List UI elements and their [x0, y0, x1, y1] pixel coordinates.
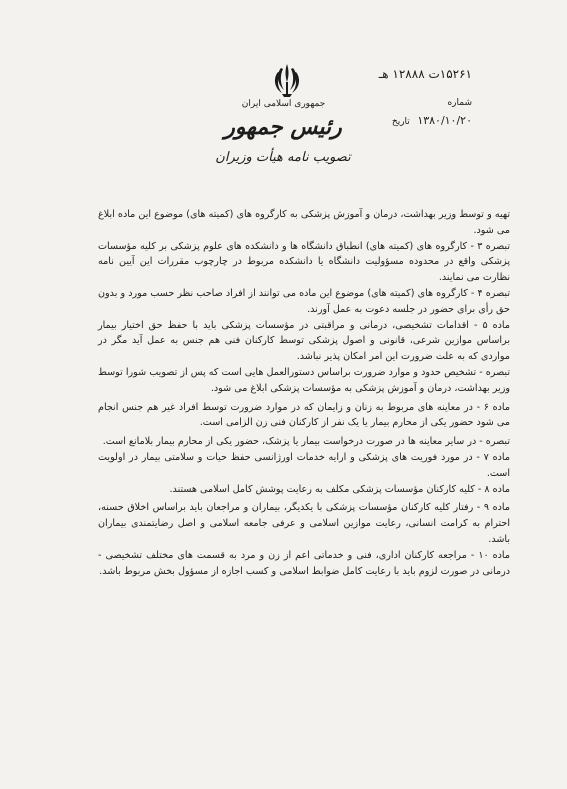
paragraph-1: تهیه و توسط وزیر بهداشت، درمان و آموزش پزشکی به کارگروه های (کمیته های) موضوع این ماده ابلاغ می شود.	[98, 209, 510, 236]
paragraph-10: ماده ۹ - رفتار کلیه کارکنان مؤسسات پزشکی با یکدیگر، بیماران و مراجعان باید براساس اخلاق حسنه، احترام به کرامت انسانی، رعایت موازین اسلامی و عرفی جامعه اسلامی و اصل رضایتمندی بیماران باشد.	[98, 502, 510, 545]
paragraph-4: ماده ۵ - اقدامات تشخیصی، درمانی و مراقبتی در مؤسسات پزشکی باید با حفظ حق اختیار بیمار براساس موازین شرعی، قانونی و اصول پزشکی توسط کارکنان فنی هم جنس به عمل آید مگر در مواردی که به علت ضرورت این امر امکان پذیر نباشد.	[98, 319, 510, 363]
letter-date	[392, 114, 472, 127]
paragraph-5: تبصره - تشخیص حدود و موارد ضرورت براساس دستورالعمل هایی است که پس از تصویب شورا توسط وزیر بهداشت، درمان و آموزش پزشکی به مؤسسات پزشکی ابلاغ می شود.	[98, 366, 510, 394]
letter-number-value: ۱۵۲۶۱ت ۱۲۸۸۸ هـ	[378, 67, 472, 81]
republic-title: جمهوری اسلامی ایران	[241, 99, 326, 109]
letter-date-value: ۱۳۸۰/۱۰/۲۰	[417, 114, 472, 127]
council-title: تصویب نامه هیأت وزیران	[215, 150, 351, 165]
paragraph-2: تبصره ۳ - کارگروه های (کمیته های) انطباق دانشگاه ها و دانشکده های علوم پزشکی بر کلیه مؤسسات پزشکی واقع در محدوده مسؤولیت دانشگاه یا دانشکده مربوط در چارچوب مقررات این آیین نامه نظارت می نمایند.	[98, 240, 510, 284]
paragraph-6: ماده ۶ - در معاینه های مربوط به زنان و زایمان که در موارد ضرورت توسط افراد غیر هم جنس انجام می شود حضور یکی از محارم بیمار یا یک نفر از کارکنان فنی زن الزامی است.	[98, 401, 510, 429]
paragraph-3: تبصره ۴ - کارگروه های (کمیته های) موضوع این ماده می توانند از افراد صاحب نظر حسب مورد و بدون حق رأی برای حضور در جلسه دعوت به عمل آورند.	[98, 287, 510, 315]
iran-emblem-icon	[272, 62, 302, 98]
president-title: رئیس جمهور	[224, 114, 342, 140]
document-body	[98, 207, 510, 747]
paragraph-9: ماده ۸ - کلیه کارکنان مؤسسات پزشکی مکلف به رعایت پوشش کامل اسلامی هستند.	[169, 483, 510, 495]
letter-number-label: شماره	[447, 98, 472, 108]
paragraph-7: تبصره - در سایر معاینه ها در صورت درخواست بیمار یا پزشک، حضور یکی از محارم بیمار بلامانع است.	[102, 436, 510, 448]
letter-number	[379, 67, 472, 81]
paragraph-11: ماده ۱۰ - مراجعه کارکنان اداری، فنی و خدماتی اعم از زن و مرد به قسمت های مختلف تشخیصی - درمانی در صورت لزوم باید با رعایت کامل ضوابط اسلامی و کسب اجازه از مسؤول بخش مربوط باشد.	[98, 549, 510, 577]
letter-date-label: تاریخ	[391, 117, 410, 127]
paragraph-8: ماده ۷ - در مورد فوریت های پزشکی و ارایه خدمات اورژانسی حفظ حیات و سلامتی بیمار در اولویت است.	[98, 451, 510, 479]
